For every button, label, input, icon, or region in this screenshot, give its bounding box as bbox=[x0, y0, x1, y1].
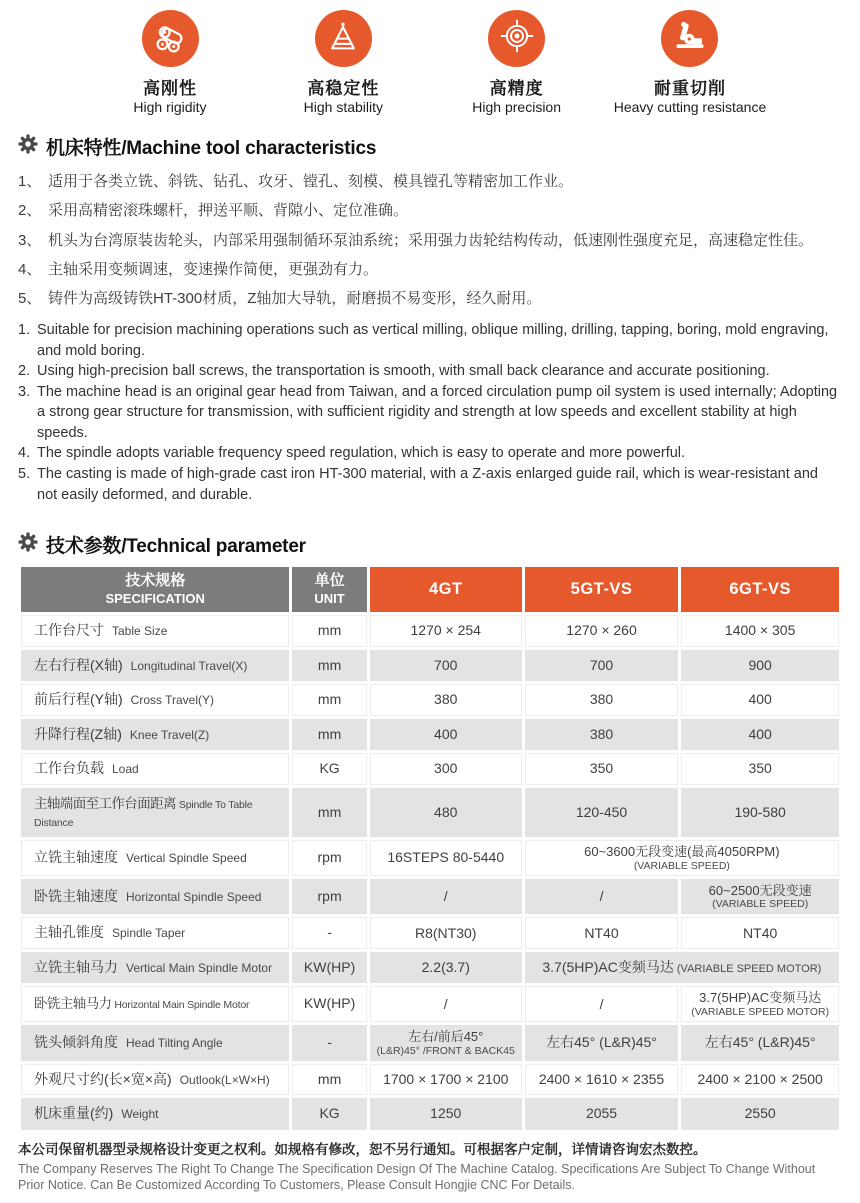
list-item bbox=[18, 168, 842, 197]
value-cell: / bbox=[370, 986, 522, 1022]
value-cell: 左右45° (L&R)45° bbox=[525, 1025, 679, 1061]
spec-label-zh: 前后行程(Y轴) bbox=[34, 691, 123, 708]
value-cell: 400 bbox=[681, 684, 839, 716]
model-header-cell: 6GT-VS bbox=[681, 567, 839, 612]
table-row bbox=[21, 879, 839, 915]
footer bbox=[18, 1141, 842, 1193]
spec-label-zh: 主轴端面至工作台面距离 bbox=[34, 795, 176, 811]
value-cell: 左右/前后45° (L&R)45° /FRONT & BACK45 bbox=[370, 1025, 522, 1061]
unit-cell: - bbox=[292, 1025, 366, 1061]
table-row bbox=[21, 1025, 839, 1061]
list-item bbox=[18, 443, 842, 464]
list-item bbox=[18, 464, 842, 505]
spec-label-en: Horizontal Spindle Speed bbox=[126, 889, 262, 904]
value-cell: 400 bbox=[681, 719, 839, 751]
list-item bbox=[18, 382, 842, 444]
value-cell: 700 bbox=[525, 650, 679, 682]
list-item-text: The casting is made of high-grade cast iron HT-300 material, with a Z-axis enlarged guide rail, which is wear-resistant and not easily deformed, and durable. bbox=[37, 465, 818, 503]
value-cell: 1250 bbox=[370, 1098, 522, 1130]
spec-cell bbox=[21, 986, 289, 1022]
spec-label-en: Load bbox=[112, 762, 139, 777]
table-row bbox=[21, 650, 839, 682]
spec-label-en: Spindle Taper bbox=[112, 926, 186, 941]
features-row bbox=[92, 10, 768, 116]
section-header-parameters bbox=[18, 531, 842, 558]
list-item-text: 采用高精密滚珠螺杆，押送平顺、背隙小、定位准确。 bbox=[48, 202, 409, 220]
spec-label-en: Head Tilting Angle bbox=[126, 1036, 223, 1051]
value-cell: 380 bbox=[525, 684, 679, 716]
spec-label-en: Vertical Spindle Speed bbox=[126, 851, 247, 866]
spec-cell bbox=[21, 952, 289, 984]
value-cell: 2550 bbox=[681, 1098, 839, 1130]
spec-table bbox=[18, 564, 842, 1133]
table-row bbox=[21, 952, 839, 984]
value-cell: 60~2500无段变速 (VARIABLE SPEED) bbox=[681, 879, 839, 915]
feature-card bbox=[265, 10, 421, 116]
list-item-number: 5. bbox=[18, 465, 31, 482]
list-item bbox=[18, 320, 842, 361]
list-item bbox=[18, 285, 842, 314]
spec-label-zh: 左右行程(X轴) bbox=[34, 656, 123, 673]
unit-cell: - bbox=[292, 917, 366, 949]
spec-label-en: Longitudinal Travel(X) bbox=[130, 658, 248, 673]
feature-icon-circle bbox=[142, 10, 199, 67]
spec-table-body bbox=[21, 615, 839, 1130]
spec-cell bbox=[21, 719, 289, 751]
table-row bbox=[21, 840, 839, 876]
value-cell: 1270 × 254 bbox=[370, 615, 522, 647]
spec-label-zh: 工作台尺寸 bbox=[34, 622, 104, 639]
list-item-text: Suitable for precision machining operations such as vertical milling, oblique milling, drilling, tapping, boring, mold engraving, and mold boring. bbox=[37, 321, 829, 359]
footer-note-en: The Company Reserves The Right To Change The Specification Design Of The Machine Catalog. Specifications Are Subject To Change Without Prior Notice. Can Be Customized According To Customers, Please Consult Hongjie CNC For Details. bbox=[18, 1161, 816, 1192]
spec-label-zh: 外观尺寸约(长×宽×高) bbox=[34, 1070, 172, 1087]
list-item-number: 2、 bbox=[18, 202, 42, 220]
value-cell: 700 bbox=[370, 650, 522, 682]
value-cell: 300 bbox=[370, 753, 522, 785]
spec-cell bbox=[21, 840, 289, 876]
list-item-number: 4. bbox=[18, 445, 31, 462]
characteristics-list-en bbox=[18, 320, 842, 505]
value-cell: 380 bbox=[370, 684, 522, 716]
value-cell: 2055 bbox=[525, 1098, 679, 1130]
spec-cell bbox=[21, 615, 289, 647]
list-item-text: The spindle adopts variable frequency speed regulation, which is easy to operate and more powerful. bbox=[37, 445, 686, 462]
feature-label-zh: 高稳定性 bbox=[307, 79, 380, 98]
feature-label-zh: 高刚性 bbox=[143, 79, 197, 98]
footer-note-zh: 本公司保留机器型录规格设计变更之权利。如规格有修改，恕不另行通知。可根据客户定制，详情请咨询宏杰数控。 bbox=[18, 1141, 707, 1157]
list-item-number: 1、 bbox=[18, 173, 42, 191]
spec-label-en: Table Size bbox=[112, 624, 168, 639]
table-row bbox=[21, 615, 839, 647]
spec-label-zh: 立铣主轴速度 bbox=[34, 849, 118, 866]
unit-cell: mm bbox=[292, 615, 366, 647]
spec-header-cell bbox=[21, 567, 289, 612]
cutting-machine-icon bbox=[672, 18, 708, 59]
table-row bbox=[21, 1064, 839, 1096]
model-header-cell: 5GT-VS bbox=[525, 567, 679, 612]
section-header-characteristics bbox=[18, 133, 842, 160]
table-row bbox=[21, 719, 839, 751]
table-row bbox=[21, 788, 839, 837]
unit-header-zh: 单位 bbox=[314, 572, 345, 590]
unit-cell: mm bbox=[292, 650, 366, 682]
spec-label-en: Weight bbox=[121, 1107, 159, 1122]
spec-cell bbox=[21, 753, 289, 785]
value-cell: NT40 bbox=[525, 917, 679, 949]
spec-cell bbox=[21, 1098, 289, 1130]
feature-label-zh: 耐重切削 bbox=[653, 79, 726, 98]
spec-cell bbox=[21, 917, 289, 949]
characteristics-list-zh bbox=[18, 168, 842, 314]
spec-label-en: Outlook(L×W×H) bbox=[179, 1072, 270, 1087]
unit-header-cell bbox=[292, 567, 366, 612]
spec-cell bbox=[21, 1064, 289, 1096]
value-cell: 120-450 bbox=[525, 788, 679, 837]
spec-label-en: Knee Travel(Z) bbox=[129, 727, 210, 742]
unit-cell: mm bbox=[292, 788, 366, 837]
value-cell: 900 bbox=[681, 650, 839, 682]
unit-cell: KW(HP) bbox=[292, 986, 366, 1022]
value-cell: 2400 × 1610 × 2355 bbox=[525, 1064, 679, 1096]
spec-label-zh: 卧铣主轴马力 bbox=[34, 996, 112, 1012]
value-cell: 480 bbox=[370, 788, 522, 837]
unit-cell: rpm bbox=[292, 879, 366, 915]
unit-header-en: UNIT bbox=[314, 590, 345, 606]
feature-card bbox=[92, 10, 248, 116]
value-cell: / bbox=[525, 879, 679, 915]
target-icon bbox=[499, 18, 535, 59]
feature-label-en: High rigidity bbox=[133, 99, 207, 115]
list-item-number: 1. bbox=[18, 321, 31, 338]
list-item-text: The machine head is an original gear head from Taiwan, and a forced circulation pump oil system is used internally; Adopting a strong gear structure for transmission, with sufficient rigidity and strength at low speeds and excellent stability at high speeds. bbox=[37, 383, 838, 441]
feature-icon-circle bbox=[488, 10, 545, 67]
unit-cell: mm bbox=[292, 719, 366, 751]
list-item-text: 铸件为高级铸铁HT-300材质，Z轴加大导轨，耐磨损不易变形，经久耐用。 bbox=[48, 290, 542, 308]
list-item bbox=[18, 197, 842, 226]
value-cell: 左右45° (L&R)45° bbox=[681, 1025, 839, 1061]
feature-label-en: High precision bbox=[472, 99, 562, 115]
list-item-number: 5、 bbox=[18, 290, 42, 308]
table-row bbox=[21, 753, 839, 785]
value-cell: NT40 bbox=[681, 917, 839, 949]
list-item bbox=[18, 255, 842, 284]
value-cell: 1270 × 260 bbox=[525, 615, 679, 647]
table-row bbox=[21, 684, 839, 716]
spec-label-en: Spindle To Table Distance bbox=[34, 798, 253, 829]
list-item bbox=[18, 361, 842, 382]
spec-label-zh: 铣头倾斜角度 bbox=[34, 1034, 118, 1051]
value-cell: 1700 × 1700 × 2100 bbox=[370, 1064, 522, 1096]
model-header-cell: 4GT bbox=[370, 567, 522, 612]
pyramid-icon bbox=[325, 18, 361, 59]
table-row bbox=[21, 917, 839, 949]
list-item-text: Using high-precision ball screws, the transportation is smooth, with small back clearance and accurate positioning. bbox=[37, 363, 770, 380]
value-cell: / bbox=[370, 879, 522, 915]
gear-icon bbox=[18, 532, 38, 557]
list-item-number: 3、 bbox=[18, 231, 42, 249]
section-title: 机床特性/Machine tool characteristics bbox=[46, 137, 377, 159]
spec-cell bbox=[21, 650, 289, 682]
list-item-text: 主轴采用变频调速，变速操作简便，更强劲有力。 bbox=[48, 260, 379, 278]
list-item-number: 4、 bbox=[18, 260, 42, 278]
spec-label-en: Vertical Main Spindle Motor bbox=[126, 960, 273, 975]
value-cell: 350 bbox=[525, 753, 679, 785]
feature-label-zh: 高精度 bbox=[489, 79, 544, 98]
value-cell: 1400 × 305 bbox=[681, 615, 839, 647]
unit-cell: KG bbox=[292, 753, 366, 785]
value-cell: 380 bbox=[525, 719, 679, 751]
spec-label-zh: 升降行程(Z轴) bbox=[34, 725, 122, 742]
table-row bbox=[21, 986, 839, 1022]
feature-card bbox=[439, 10, 595, 116]
spec-label-en: Cross Travel(Y) bbox=[130, 693, 215, 708]
spec-cell bbox=[21, 788, 289, 837]
value-cell: 2.2(3.7) bbox=[370, 952, 522, 984]
value-cell: 400 bbox=[370, 719, 522, 751]
unit-cell: KW(HP) bbox=[292, 952, 366, 984]
value-cell: 3.7(5HP)AC变频马达 (VARIABLE SPEED MOTOR) bbox=[681, 986, 839, 1022]
spec-label-zh: 主轴孔锥度 bbox=[34, 924, 104, 941]
table-row bbox=[21, 1098, 839, 1130]
spec-cell bbox=[21, 879, 289, 915]
unit-cell: mm bbox=[292, 1064, 366, 1096]
spec-table-header bbox=[21, 567, 839, 612]
feature-icon-circle bbox=[315, 10, 372, 67]
list-item-text: 机头为台湾原装齿轮头，内部采用强制循环泵油系统；采用强力齿轮结构传动，低速刚性强度充足，高速稳定性佳。 bbox=[48, 231, 814, 249]
list-item-number: 3. bbox=[18, 383, 31, 400]
gear-icon bbox=[18, 134, 38, 159]
list-item-number: 2. bbox=[18, 363, 31, 380]
section-title: 技术参数/Technical parameter bbox=[46, 536, 306, 558]
feature-card bbox=[612, 10, 768, 116]
spec-header-en: SPECIFICATION bbox=[105, 590, 205, 606]
feature-label-en: High stability bbox=[303, 99, 384, 115]
spec-label-zh: 卧铣主轴速度 bbox=[34, 887, 118, 904]
value-cell: R8(NT30) bbox=[370, 917, 522, 949]
spec-header-zh: 技术规格 bbox=[125, 572, 186, 590]
value-cell: 2400 × 2100 × 2500 bbox=[681, 1064, 839, 1096]
value-cell: / bbox=[525, 986, 679, 1022]
unit-cell: rpm bbox=[292, 840, 366, 876]
spec-label-zh: 立铣主轴马力 bbox=[34, 958, 118, 975]
unit-cell: mm bbox=[292, 684, 366, 716]
value-cell: 16STEPS 80-5440 bbox=[370, 840, 522, 876]
list-item-text: 适用于各类立铣、斜铣、钻孔、攻牙、镗孔、刻模、模具镗孔等精密加工作业。 bbox=[48, 173, 574, 191]
spec-cell bbox=[21, 1025, 289, 1061]
rollers-icon bbox=[152, 18, 188, 59]
feature-icon-circle bbox=[661, 10, 718, 67]
value-cell: 350 bbox=[681, 753, 839, 785]
spec-label-zh: 机床重量(约) bbox=[34, 1105, 114, 1122]
unit-cell: KG bbox=[292, 1098, 366, 1130]
feature-label-en: Heavy cutting resistance bbox=[613, 99, 767, 115]
spec-cell bbox=[21, 684, 289, 716]
value-cell: 3.7(5HP)AC变频马达 (VARIABLE SPEED MOTOR) bbox=[525, 952, 839, 984]
value-cell: 60~3600无段变速(最高4050RPM) (VARIABLE SPEED) bbox=[525, 840, 839, 876]
list-item bbox=[18, 226, 842, 255]
spec-label-zh: 工作台负载 bbox=[34, 760, 104, 777]
value-cell: 190-580 bbox=[681, 788, 839, 837]
spec-label-en: Horizontal Main Spindle Motor bbox=[114, 999, 250, 1012]
